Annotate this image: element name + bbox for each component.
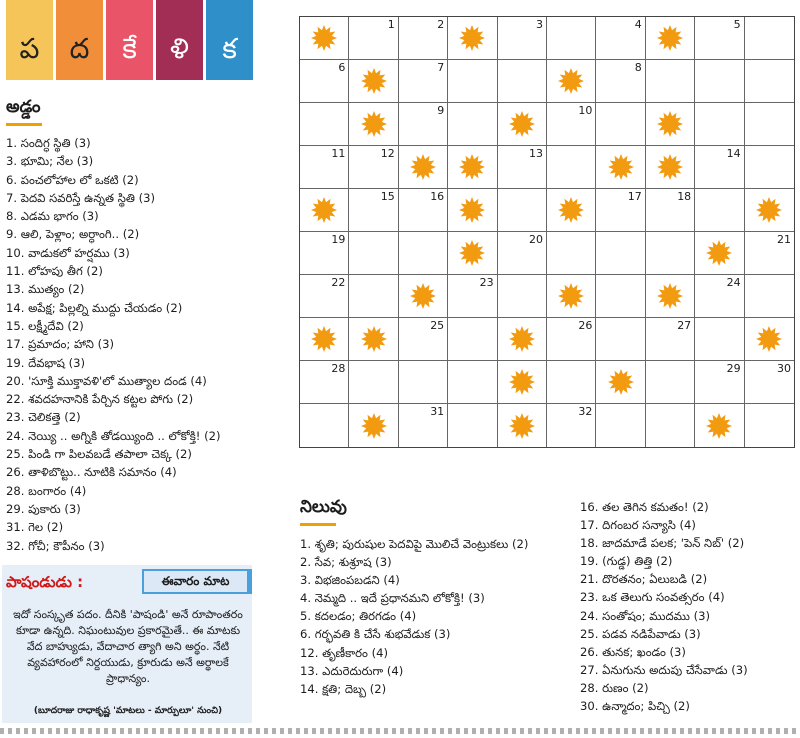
grid-cell[interactable]	[646, 60, 695, 103]
clue-item: 7. పెదవి సవరిస్తే ఉన్నత స్థితి (3)	[6, 190, 156, 205]
clue-number: 31	[430, 405, 445, 418]
grid-cell[interactable]	[399, 361, 448, 404]
clue-number: 24	[726, 276, 741, 289]
grid-cell[interactable]	[745, 17, 794, 60]
title-tile: ప	[6, 0, 53, 80]
grid-cell[interactable]	[300, 275, 349, 318]
heading-underline	[300, 523, 336, 526]
clue-item: 17. ప్రమాదం; హాని (3)	[6, 337, 115, 352]
clue-number: 6	[338, 61, 346, 74]
across-heading-text: అడ్డం	[6, 97, 41, 117]
grid-cell[interactable]	[646, 361, 695, 404]
grid-cell[interactable]	[498, 189, 547, 232]
clue-number: 7	[437, 61, 445, 74]
grid-cell[interactable]	[498, 146, 547, 189]
grid-cell[interactable]	[300, 404, 349, 447]
grid-cell[interactable]	[745, 318, 794, 361]
clue-number: 23	[479, 276, 494, 289]
grid-cell[interactable]	[596, 146, 645, 189]
star-icon	[706, 413, 732, 439]
grid-cell[interactable]	[695, 275, 744, 318]
grid-cell[interactable]	[300, 60, 349, 103]
word-box-credit: (బూదరాజు రాధాకృష్ణ 'మాటలు - మార్పులూ' నుంచి)	[33, 706, 223, 716]
grid-cell[interactable]	[300, 146, 349, 189]
grid-cell[interactable]	[399, 103, 448, 146]
grid-cell[interactable]	[646, 103, 695, 146]
grid-cell[interactable]	[745, 361, 794, 404]
grid-cell[interactable]	[745, 275, 794, 318]
star-icon	[410, 283, 436, 309]
grid-cell[interactable]	[349, 275, 398, 318]
grid-cell[interactable]	[745, 189, 794, 232]
word-of-the-week-box	[2, 565, 252, 723]
clue-item: 13. ఎదురెదురుగా (4)	[300, 663, 404, 678]
clue-item: 20. 'సూక్తి ముక్తావళి'లో ముత్యాల దండ (4)	[6, 373, 207, 388]
clue-number: 9	[437, 104, 445, 117]
star-icon	[311, 326, 337, 352]
grid-cell[interactable]	[646, 232, 695, 275]
clue-number: 22	[331, 276, 346, 289]
grid-cell[interactable]	[596, 232, 645, 275]
clue-item: 27. ఏనుగును అదుపు చేసేవాడు (3)	[580, 662, 748, 677]
grid-cell[interactable]	[349, 318, 398, 361]
clue-item: 22. శవదహనానికి పేర్చిన కట్టల పోగు (2)	[6, 392, 194, 407]
star-icon	[459, 25, 485, 51]
star-icon	[459, 240, 485, 266]
clue-number: 8	[634, 61, 642, 74]
grid-cell[interactable]	[399, 17, 448, 60]
clue-item: 30. ఉన్మాదం; పిచ్చి (2)	[580, 699, 690, 714]
grid-cell[interactable]	[547, 60, 596, 103]
grid-cell[interactable]	[547, 404, 596, 447]
grid-cell[interactable]	[646, 404, 695, 447]
grid-cell[interactable]	[399, 232, 448, 275]
clue-item: 10. వాడుకలో హర్షము (3)	[6, 245, 130, 260]
grid-cell[interactable]	[646, 275, 695, 318]
grid-cell[interactable]	[547, 318, 596, 361]
star-icon	[706, 240, 732, 266]
star-icon	[361, 413, 387, 439]
down-clue-list-2	[580, 498, 795, 715]
clue-item: 25. పిండి గా పిలవబడే తపాలా చెక్క (2)	[6, 447, 192, 462]
grid-cell[interactable]	[349, 103, 398, 146]
clue-item: 4. నెమ్మది .. ఇదే ప్రధానమని లోకోక్తి! (3)	[300, 591, 485, 606]
clue-item: 21. దొరతనం; ఏలుబడి (2)	[580, 572, 708, 587]
clue-item: 18. జాదమాడే పలక; 'పెన్ నిబ్' (2)	[580, 536, 745, 551]
grid-cell[interactable]	[498, 404, 547, 447]
down-heading-text: నిలువు	[300, 497, 347, 517]
title-tile: కే	[106, 0, 153, 80]
clue-item: 1. సందిగ్ధ స్థితి (3)	[6, 136, 91, 150]
grid-cell[interactable]	[695, 361, 744, 404]
clue-number: 16	[430, 190, 445, 203]
clue-item: 25. పడవ నడిపేవాడు (3)	[580, 626, 701, 641]
grid-cell[interactable]	[596, 275, 645, 318]
title-tile: క	[206, 0, 253, 80]
clue-number: 21	[777, 233, 791, 246]
clue-item: 19. దేవభాష (3)	[6, 355, 85, 370]
clue-item: 26. తునక; ఖండం (3)	[580, 644, 686, 659]
star-icon	[509, 111, 535, 137]
clue-number: 27	[677, 319, 692, 332]
grid-cell[interactable]	[695, 404, 744, 447]
clue-item: 19. (గుడ్డ) తిత్తి (2)	[580, 554, 673, 569]
clue-item: 17. దిగంబర సన్యాసి (4)	[580, 518, 696, 533]
grid-cell[interactable]	[448, 146, 497, 189]
star-icon	[756, 197, 782, 223]
grid-cell[interactable]	[349, 361, 398, 404]
across-heading	[6, 97, 42, 126]
clue-number: 10	[578, 104, 593, 117]
star-icon	[361, 111, 387, 137]
clue-item: 28. బంగారం (4)	[6, 483, 87, 498]
star-icon	[608, 154, 634, 180]
grid-cell[interactable]	[745, 146, 794, 189]
star-icon	[657, 154, 683, 180]
star-icon	[311, 25, 337, 51]
grid-cell[interactable]	[547, 103, 596, 146]
clue-item: 1. శృతి; పురుషుల పెదవిపై మొలిచే వెంట్రుకలు (2)	[300, 537, 529, 551]
clue-number: 3	[536, 18, 543, 31]
star-icon	[558, 283, 584, 309]
clue-item: 2. సేవ; శుశ్రూష (3)	[300, 555, 392, 570]
clue-item: 3. భూమి; నేల (3)	[6, 154, 94, 169]
down-clue-list-1	[300, 535, 540, 698]
across-clue-list	[6, 134, 221, 555]
grid-cell[interactable]	[349, 189, 398, 232]
clue-number: 11	[331, 147, 346, 160]
grid-cell[interactable]	[448, 103, 497, 146]
clue-item: 28. రుణం (2)	[580, 680, 649, 695]
down-heading	[300, 497, 347, 526]
star-icon	[311, 197, 337, 223]
grid-cell[interactable]	[349, 404, 398, 447]
grid-cell[interactable]	[448, 17, 497, 60]
star-icon	[657, 25, 683, 51]
star-icon	[509, 326, 535, 352]
grid-cell[interactable]	[547, 146, 596, 189]
grid-cell[interactable]	[300, 232, 349, 275]
footer-border	[0, 728, 800, 734]
clue-item: 6. పంచలోహాల లో ఒకటి (2)	[6, 172, 139, 187]
grid-cell[interactable]	[448, 189, 497, 232]
grid-cell[interactable]	[498, 60, 547, 103]
clue-number: 29	[726, 362, 741, 375]
word-box-heading: పాషండుడు :	[6, 573, 84, 591]
word-box-body: ఇదో సంస్కృత పదం. దీనికి 'పాషండి' అనే రూపాంతరం కూడా ఉన్నది. నిఘంటువుల ప్రకారమైతే.. ఈ మాటకు వేద బాహ్యుడు, వేదాచార త్యాగి అని అర్థం. నేటి వ్యవహారంలో నిర్దయుడు, క్రూరుడు అనే అర్థాలకే ప్రాధాన్యం.	[13, 608, 243, 685]
grid-cell[interactable]	[547, 232, 596, 275]
clue-item: 3. విభజింపబడని (4)	[300, 573, 400, 588]
clue-number: 12	[380, 147, 395, 160]
grid-cell[interactable]	[547, 275, 596, 318]
clue-number: 13	[529, 147, 543, 160]
clue-number: 19	[331, 233, 346, 246]
clue-item: 5. కదలడం; తిరగడం (4)	[300, 609, 417, 624]
grid-cell[interactable]	[349, 232, 398, 275]
clue-item: 15. లక్ష్మీదేవి (2)	[6, 318, 84, 333]
grid-cell[interactable]	[300, 189, 349, 232]
word-box-badge: ఈవారం మాట	[142, 569, 252, 594]
puzzle-title	[6, 0, 253, 80]
grid-cell[interactable]	[448, 60, 497, 103]
clue-number: 18	[677, 190, 692, 203]
clue-number: 32	[578, 405, 593, 418]
grid-cell[interactable]	[596, 318, 645, 361]
grid-cell[interactable]	[646, 146, 695, 189]
grid-cell[interactable]	[498, 318, 547, 361]
clue-number: 5	[733, 18, 741, 31]
grid-cell[interactable]	[498, 361, 547, 404]
grid-cell[interactable]	[695, 60, 744, 103]
grid-cell[interactable]	[646, 189, 695, 232]
grid-cell[interactable]	[498, 17, 547, 60]
star-icon	[410, 154, 436, 180]
star-icon	[361, 326, 387, 352]
grid-cell[interactable]	[745, 103, 794, 146]
clue-item: 31. గెల (2)	[6, 520, 64, 535]
clue-number: 1	[387, 18, 395, 31]
star-icon	[558, 68, 584, 94]
clue-item: 24. సంతోషం; ముదము (3)	[580, 608, 711, 623]
grid-cell[interactable]	[646, 318, 695, 361]
clue-item: 12. తృణీకారం (4)	[300, 645, 389, 660]
grid-cell[interactable]	[399, 404, 448, 447]
grid-cell[interactable]	[300, 17, 349, 60]
star-icon	[509, 369, 535, 395]
clue-number: 4	[634, 18, 642, 31]
grid-cell[interactable]	[399, 318, 448, 361]
grid-cell[interactable]	[399, 146, 448, 189]
grid-cell[interactable]	[745, 404, 794, 447]
star-icon	[509, 413, 535, 439]
grid-cell[interactable]	[695, 318, 744, 361]
grid-cell[interactable]	[349, 60, 398, 103]
star-icon	[756, 326, 782, 352]
grid-cell[interactable]	[399, 275, 448, 318]
grid-cell[interactable]	[695, 103, 744, 146]
clue-item: 29. పుకారు (3)	[6, 501, 81, 516]
clue-item: 14. క్షతి; దెబ్బ (2)	[300, 681, 387, 696]
grid-cell[interactable]	[596, 361, 645, 404]
star-icon	[558, 197, 584, 223]
clue-item: 16. తల తెగిన కమతం! (2)	[580, 500, 709, 514]
grid-cell[interactable]	[349, 17, 398, 60]
grid-cell[interactable]	[448, 361, 497, 404]
grid-cell[interactable]	[547, 17, 596, 60]
star-icon	[459, 197, 485, 223]
star-icon	[657, 111, 683, 137]
clue-item: 24. నెయ్యి .. అగ్నికి తోడయ్యింది .. లోకోక్తి! (2)	[6, 428, 221, 443]
grid-cell[interactable]	[349, 146, 398, 189]
clue-item: 32. గోచీ; కౌపీనం (3)	[6, 538, 105, 553]
grid-cell[interactable]	[596, 404, 645, 447]
clue-number: 2	[437, 18, 445, 31]
clue-item: 13. ముత్యం (2)	[6, 282, 85, 297]
grid-cell[interactable]	[596, 189, 645, 232]
clue-number: 30	[777, 362, 791, 375]
clue-number: 15	[380, 190, 395, 203]
grid-cell[interactable]	[547, 361, 596, 404]
clue-number: 20	[529, 233, 543, 246]
grid-cell[interactable]	[547, 189, 596, 232]
grid-cell[interactable]	[745, 232, 794, 275]
grid-cell[interactable]	[448, 232, 497, 275]
clue-item: 14. అపేక్ష; పిల్లల్ని ముద్దు చేయడం (2)	[6, 300, 183, 315]
grid-cell[interactable]	[498, 232, 547, 275]
star-icon	[608, 369, 634, 395]
grid-cell[interactable]	[498, 103, 547, 146]
clue-item: 23. చెలికత్తె (2)	[6, 410, 81, 425]
grid-cell[interactable]	[596, 103, 645, 146]
clue-item: 23. ఒక తెలుగు సంవత్సరం (4)	[580, 590, 725, 605]
crossword-grid	[299, 16, 795, 448]
star-icon	[361, 68, 387, 94]
clue-item: 26. తాళిబొట్టు.. నూటికి సమానం (4)	[6, 465, 177, 480]
grid-cell[interactable]	[498, 275, 547, 318]
grid-cell[interactable]	[300, 361, 349, 404]
star-icon	[459, 154, 485, 180]
grid-cell[interactable]	[399, 60, 448, 103]
title-tile: ద	[56, 0, 103, 80]
grid-cell[interactable]	[646, 17, 695, 60]
clue-number: 25	[430, 319, 445, 332]
clue-item: 8. ఎడమ భాగం (3)	[6, 209, 99, 224]
grid-cell[interactable]	[745, 60, 794, 103]
clue-item: 6. గర్భవతి కి చేసే శుభవేడుక (3)	[300, 627, 451, 642]
grid-cell[interactable]	[695, 146, 744, 189]
grid-cell[interactable]	[399, 189, 448, 232]
grid-cell[interactable]	[300, 103, 349, 146]
heading-underline	[6, 123, 42, 126]
clue-number: 14	[726, 147, 741, 160]
grid-cell[interactable]	[695, 189, 744, 232]
grid-cell[interactable]	[448, 404, 497, 447]
grid-cell[interactable]	[300, 318, 349, 361]
grid-cell[interactable]	[596, 60, 645, 103]
clue-number: 17	[627, 190, 642, 203]
star-icon	[657, 283, 683, 309]
clue-number: 28	[331, 362, 346, 375]
grid-cell[interactable]	[448, 318, 497, 361]
grid-cell[interactable]	[695, 17, 744, 60]
clue-item: 11. లోహపు తీగ (2)	[6, 264, 103, 279]
clue-number: 26	[578, 319, 593, 332]
grid-cell[interactable]	[448, 275, 497, 318]
title-tile: ళి	[156, 0, 203, 80]
grid-cell[interactable]	[596, 17, 645, 60]
clue-item: 9. ఆలి, పెళ్లాం; అర్ధాంగి.. (2)	[6, 227, 140, 242]
grid-cell[interactable]	[695, 232, 744, 275]
